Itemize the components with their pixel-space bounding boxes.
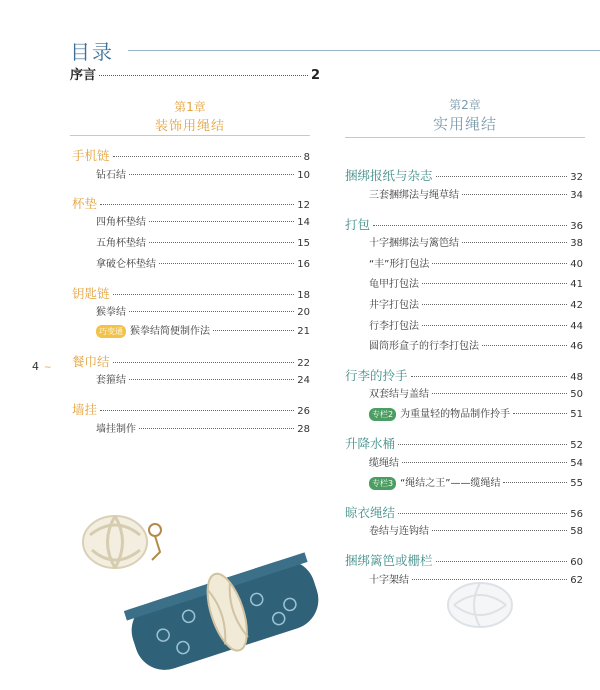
dot-leader (149, 221, 294, 222)
dot-leader (422, 325, 567, 326)
entry-page: 41 (570, 279, 583, 290)
entry-label: 晾衣绳结 (345, 505, 396, 520)
entry-page: 36 (570, 221, 583, 232)
toc-entry[interactable] (369, 275, 583, 290)
toc-entry[interactable] (345, 503, 583, 521)
entry-label: 四角杯垫结 (96, 217, 146, 228)
entry-label: 杯垫 (72, 196, 98, 211)
entry-page: 12 (297, 200, 310, 211)
entry-label: 缆绳结 (369, 458, 399, 469)
entry-page: 38 (570, 238, 583, 249)
entry-label: 为重量轻的物品制作拎手 (400, 409, 511, 420)
entry-label: 手机链 (72, 148, 110, 163)
entry-label: 井字打包法 (369, 300, 419, 311)
entry-label: “丰”形打包法 (369, 259, 430, 270)
entry-page: 55 (570, 478, 583, 489)
entry-page: 10 (297, 170, 310, 181)
dot-leader (129, 174, 294, 175)
rolled-cloth-photo (120, 525, 330, 685)
toc-entry[interactable] (369, 234, 583, 249)
toc-entry[interactable] (96, 213, 310, 228)
entry-page: 15 (297, 238, 310, 249)
left-chapter-rule (70, 135, 310, 136)
entry-label: 十字架结 (369, 575, 409, 586)
toc-entry[interactable] (369, 522, 583, 537)
dot-leader (411, 376, 568, 377)
dot-leader (398, 444, 567, 445)
left-chapter-number: 第1章 (174, 100, 206, 114)
left-chapter-header (70, 98, 310, 134)
entry-page: 16 (297, 259, 310, 270)
dot-leader (213, 330, 294, 331)
entry-label: 钥匙链 (72, 286, 110, 301)
entry-page: 48 (570, 372, 583, 383)
dot-leader (432, 530, 567, 531)
dot-leader (99, 75, 308, 76)
right-chapter-rule (345, 137, 585, 138)
entry-badge: 专栏2 (369, 408, 396, 421)
dot-leader (129, 311, 294, 312)
entry-badge: 巧变通 (96, 325, 126, 338)
entry-page: 26 (297, 406, 310, 417)
dot-leader (503, 482, 567, 483)
dot-leader (482, 345, 567, 346)
entry-page: 54 (570, 458, 583, 469)
entry-label: 捆绑篱笆或栅栏 (345, 553, 433, 568)
entry-page: 58 (570, 526, 583, 537)
dot-leader (113, 362, 295, 363)
toc-entry[interactable] (345, 366, 583, 384)
entry-label: 墙挂 (72, 402, 98, 417)
toc-entry[interactable] (369, 474, 583, 490)
page-number-ornament: ~ (44, 363, 52, 373)
entry-page: 20 (297, 307, 310, 318)
entry-label: 打包 (345, 217, 371, 232)
toc-entry[interactable] (96, 371, 310, 386)
entry-label: 钻石结 (96, 170, 126, 181)
dot-leader (422, 304, 567, 305)
toc-entry[interactable] (369, 296, 583, 311)
dot-leader (113, 156, 301, 157)
entry-page: 51 (570, 409, 583, 420)
toc-entry[interactable] (345, 434, 583, 452)
toc-entry[interactable] (345, 166, 583, 184)
entry-badge: 专栏3 (369, 477, 396, 490)
toc-entry[interactable] (369, 337, 583, 352)
entry-page: 14 (297, 217, 310, 228)
entry-label: 行李的拎手 (345, 368, 408, 383)
dot-leader (462, 242, 567, 243)
dot-leader (436, 176, 568, 177)
entry-label: 拿破仑杯垫结 (96, 259, 156, 270)
entry-label: 捆绑报纸与杂志 (345, 168, 433, 183)
toc-entry[interactable] (369, 454, 583, 469)
entry-page: 34 (570, 190, 583, 201)
entry-page: 56 (570, 509, 583, 520)
entry-label: 套箍结 (96, 375, 126, 386)
toc-entry[interactable] (369, 405, 583, 421)
entry-label: 升降水桶 (345, 436, 396, 451)
preface-page: 2 (310, 68, 320, 83)
entry-label: 餐巾结 (72, 354, 110, 369)
right-chapter-header (345, 96, 585, 134)
dot-leader (113, 294, 295, 295)
toc-entry[interactable] (96, 420, 310, 435)
entry-label: “绳结之王”——缆绳结 (400, 478, 501, 489)
dot-leader (402, 462, 567, 463)
entry-page: 28 (297, 424, 310, 435)
toc-entry[interactable] (96, 255, 310, 270)
toc-entry[interactable] (96, 166, 310, 181)
toc-entry[interactable] (345, 551, 583, 569)
entry-label: 行李打包法 (369, 321, 419, 332)
dot-leader (149, 242, 294, 243)
entry-label: 三套捆绑法与绳草结 (369, 190, 459, 201)
toc-entry[interactable] (72, 400, 310, 418)
entry-page: 22 (297, 358, 310, 369)
dot-leader (462, 194, 567, 195)
entry-label: 双套结与盖结 (369, 389, 429, 400)
entry-page: 52 (570, 440, 583, 451)
white-knot-photo (440, 575, 520, 635)
entry-label: 圆筒形盒子的行李打包法 (369, 341, 479, 352)
entry-page: 50 (570, 389, 583, 400)
dot-leader (432, 263, 567, 264)
toc-entry[interactable] (369, 255, 583, 270)
toc-entry[interactable] (72, 352, 310, 370)
dot-leader (159, 263, 294, 264)
toc-entry[interactable] (369, 317, 583, 332)
dot-leader (398, 513, 567, 514)
dot-leader (422, 283, 567, 284)
dot-leader (513, 413, 567, 414)
title-divider (128, 50, 600, 51)
dot-leader (100, 204, 294, 205)
entry-page: 18 (297, 290, 310, 301)
entry-page: 8 (303, 152, 310, 163)
entry-label: 五角杯垫结 (96, 238, 146, 249)
preface-label: 序言 (70, 68, 97, 83)
dot-leader (373, 225, 567, 226)
page-number: 4 (32, 360, 39, 373)
toc-entry[interactable] (369, 186, 583, 201)
entry-page: 21 (297, 326, 310, 337)
entry-label: 猴拳结 (96, 307, 126, 318)
right-chapter-number: 第2章 (449, 98, 481, 112)
toc-entry[interactable] (96, 234, 310, 249)
entry-page: 32 (570, 172, 583, 183)
entry-label: 十字捆绑法与篱笆结 (369, 238, 459, 249)
toc-entry[interactable] (72, 284, 310, 302)
entry-page: 42 (570, 300, 583, 311)
right-chapter-title: 实用绳结 (432, 115, 497, 133)
entry-page: 60 (570, 557, 583, 568)
toc-entry[interactable] (369, 385, 583, 400)
dot-leader (139, 428, 294, 429)
entry-page: 44 (570, 321, 583, 332)
entry-label: 猴拳结简便制作法 (130, 326, 210, 337)
preface-entry[interactable] (70, 64, 320, 83)
entry-page: 24 (297, 375, 310, 386)
entry-label: 墙挂制作 (96, 424, 136, 435)
entry-label: 龟甲打包法 (369, 279, 419, 290)
toc-entry[interactable] (96, 322, 310, 338)
toc-entry[interactable] (72, 146, 310, 164)
toc-entry[interactable] (345, 215, 583, 233)
dot-leader (129, 379, 294, 380)
entry-page: 40 (570, 259, 583, 270)
dot-leader (100, 410, 294, 411)
dot-leader (432, 393, 567, 394)
entry-label: 卷结与连钩结 (369, 526, 429, 537)
toc-entry[interactable] (96, 303, 310, 318)
page-title: 目录 (70, 40, 114, 64)
dot-leader (436, 561, 568, 562)
entry-page: 46 (570, 341, 583, 352)
toc-entry[interactable] (72, 194, 310, 212)
entry-page: 62 (570, 575, 583, 586)
left-chapter-title: 装饰用绳结 (154, 119, 225, 134)
